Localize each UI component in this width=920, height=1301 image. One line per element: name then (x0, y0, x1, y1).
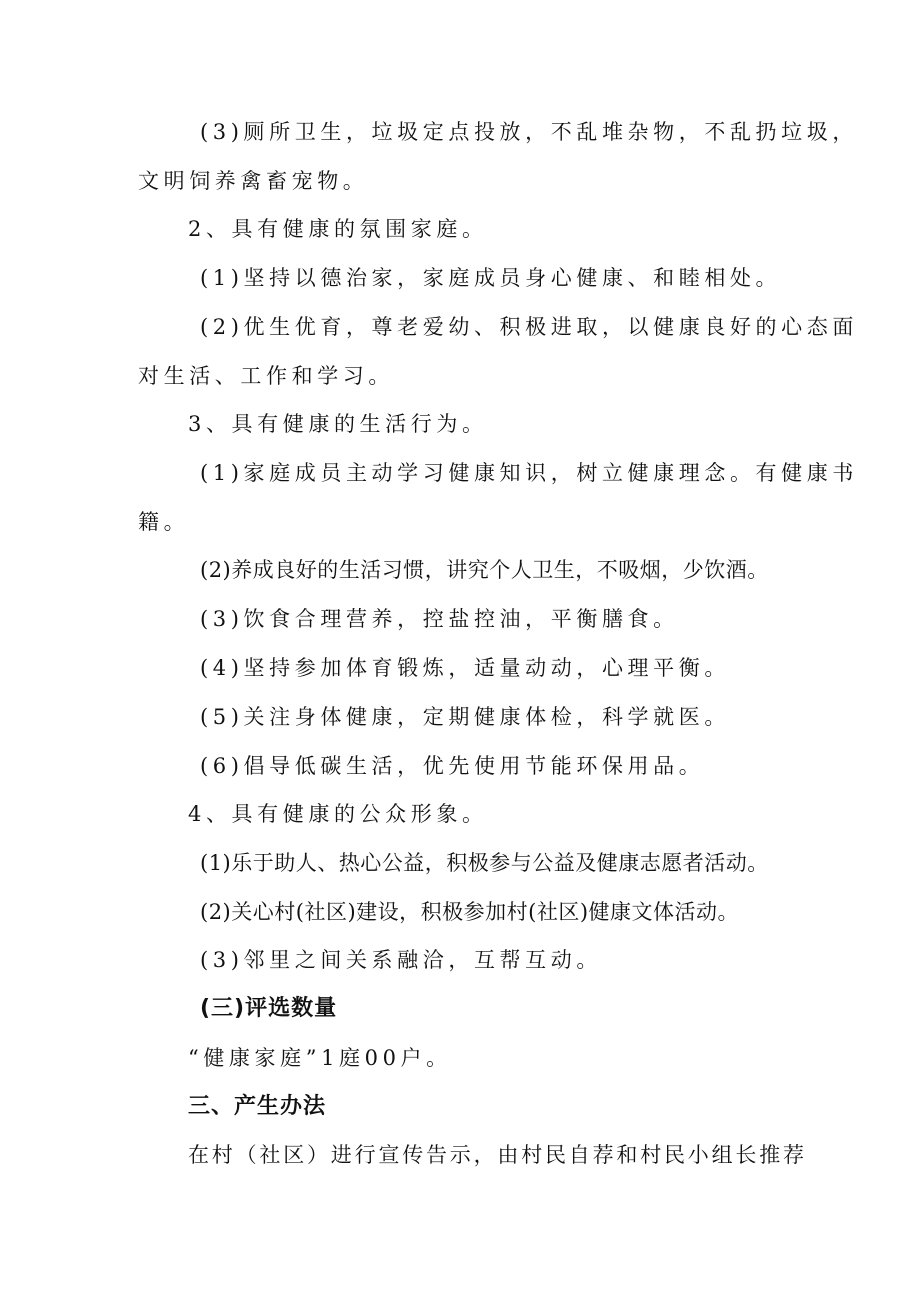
paragraph-line: 在村（社区）进行宣传告示，由村民自荐和村民小组长推荐 (188, 1143, 807, 1167)
list-item: (1)坚持以德治家，家庭成员身心健康、和睦相处。 (200, 266, 782, 290)
list-item: (6)倡导低碳生活，优先使用节能环保用品。 (200, 754, 705, 778)
list-item: (1)家庭成员主动学习健康知识，树立健康理念。有健康书 (200, 461, 858, 485)
section-heading-4: 4、具有健康的公众形象。 (188, 802, 488, 826)
list-item: (2)养成良好的生活习惯，讲究个人卫生，不吸烟，少饮酒。 (200, 558, 769, 582)
section-title: 三、产生办法 (188, 1094, 327, 1119)
paragraph-line: 文明饲养禽畜宠物。 (138, 169, 369, 193)
subsection-title: (三)评选数量 (200, 996, 338, 1021)
list-item: (2)关心村(社区)建设，积极参加村(社区)健康文体活动。 (200, 900, 740, 924)
paragraph-line: (3)厕所卫生，垃圾定点投放，不乱堆杂物，不乱扔垃圾， (200, 120, 858, 144)
list-item: (3)饮食合理营养，控盐控油，平衡膳食。 (200, 607, 679, 631)
paragraph-line: 籍。 (138, 510, 190, 534)
paragraph-line: “健康家庭”1庭00户。 (188, 1046, 452, 1070)
section-heading-2: 2、具有健康的氛围家庭。 (188, 217, 488, 241)
list-item: (5)关注身体健康，定期健康体检，科学就医。 (200, 705, 730, 729)
paragraph-line: 对生活、工作和学习。 (138, 364, 394, 388)
section-heading-3: 3、具有健康的生活行为。 (188, 412, 488, 436)
list-item: (1)乐于助人、热心公益，积极参与公益及健康志愿者活动。 (200, 851, 769, 875)
list-item: (3)邻里之间关系融洽，互帮互动。 (200, 948, 602, 972)
list-item: (4)坚持参加体育锻炼，适量动动，心理平衡。 (200, 656, 730, 680)
list-item: (2)优生优育，尊老爱幼、积极进取，以健康良好的心态面 (200, 315, 858, 339)
